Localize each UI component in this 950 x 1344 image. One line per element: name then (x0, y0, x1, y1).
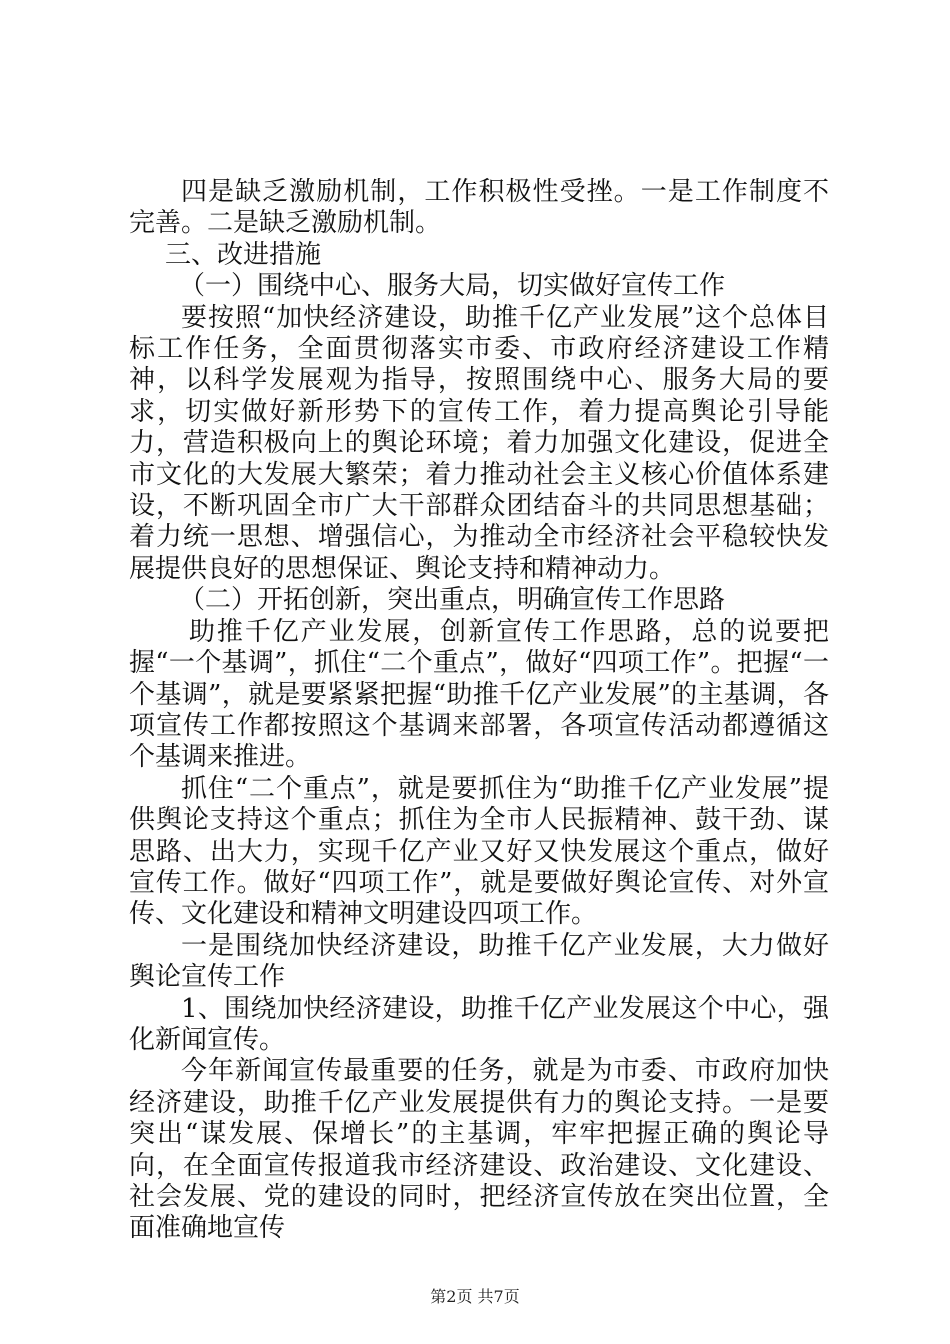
subsection-heading-2: （二）开拓创新，突出重点，明确宣传工作思路 (179, 585, 726, 616)
page-footer: 第2页 共7页 (430, 1287, 520, 1306)
document-body (129, 177, 829, 1245)
paragraph-goals: 要按照“加快经济建设，助推千亿产业发展”这个总体目标工作任务，全面贯彻落实市委、市政府经济建设工作精神，以科学发展观为指导，按照围绕中心、服务大局的要求，切实做好新形势下的宣传工作，着力提高舆论引导能力，营造积极向上的舆论环境；着力加强文化建设，促进全市文化的大发展大繁荣；着力推动社会主义核心价值体系建设，不断巩固全市广大干部群众团结奋斗的共同思想基础；着力统一思想、增强信心，为推动全市经济社会平稳较快发展提供良好的思想保证、舆论支持和精神动力。 (129, 302, 829, 584)
paragraph-two-focuses: 抓住“二个重点”，就是要抓住为“助推千亿产业发展”提供舆论支持这个重点；抓住为全市人民振精神、鼓干劲、谋思路、出大力，实现千亿产业又好又快发展这个重点，做好宣传工作。做好“四项工作”，就是要做好舆论宣传、对外宣传、文化建设和精神文明建设四项工作。 (129, 773, 829, 930)
paragraph-news: 1、围绕加快经济建设，助推千亿产业发展这个中心，强化新闻宣传。 (129, 993, 829, 1055)
paragraph-keynote: 助推千亿产业发展，创新宣传工作思路，总的说要把握“一个基调”，抓住“二个重点”，做好“四项工作”。把握“一个基调”，就是要紧紧把握“助推千亿产业发展”的主基调，各项宣传工作都按照这个基调来部署，各项宣传活动都遵循这个基调来推进。 (129, 616, 829, 773)
section-heading-improvements: 三、改进措施 (165, 239, 322, 270)
subsection-heading-1: （一）围绕中心、服务大局，切实做好宣传工作 (179, 271, 726, 302)
paragraph-news-tasks: 今年新闻宣传最重要的任务，就是为市委、市政府加快经济建设，助推千亿产业发展提供有力的舆论支持。一是要突出“谋发展、保增长”的主基调，牢牢把握正确的舆论导向，在全面宣传报道我市经济建设、政治建设、文化建设、社会发展、党的建设的同时，把经济宣传放在突出位置，全面准确地宣传 (129, 1056, 829, 1244)
paragraph-incentive: 四是缺乏激励机制，工作积极性受挫。一是工作制度不完善。二是缺乏激励机制。 (129, 177, 829, 239)
paragraph-item-one: 一是围绕加快经济建设，助推千亿产业发展，大力做好舆论宣传工作 (129, 930, 829, 993)
